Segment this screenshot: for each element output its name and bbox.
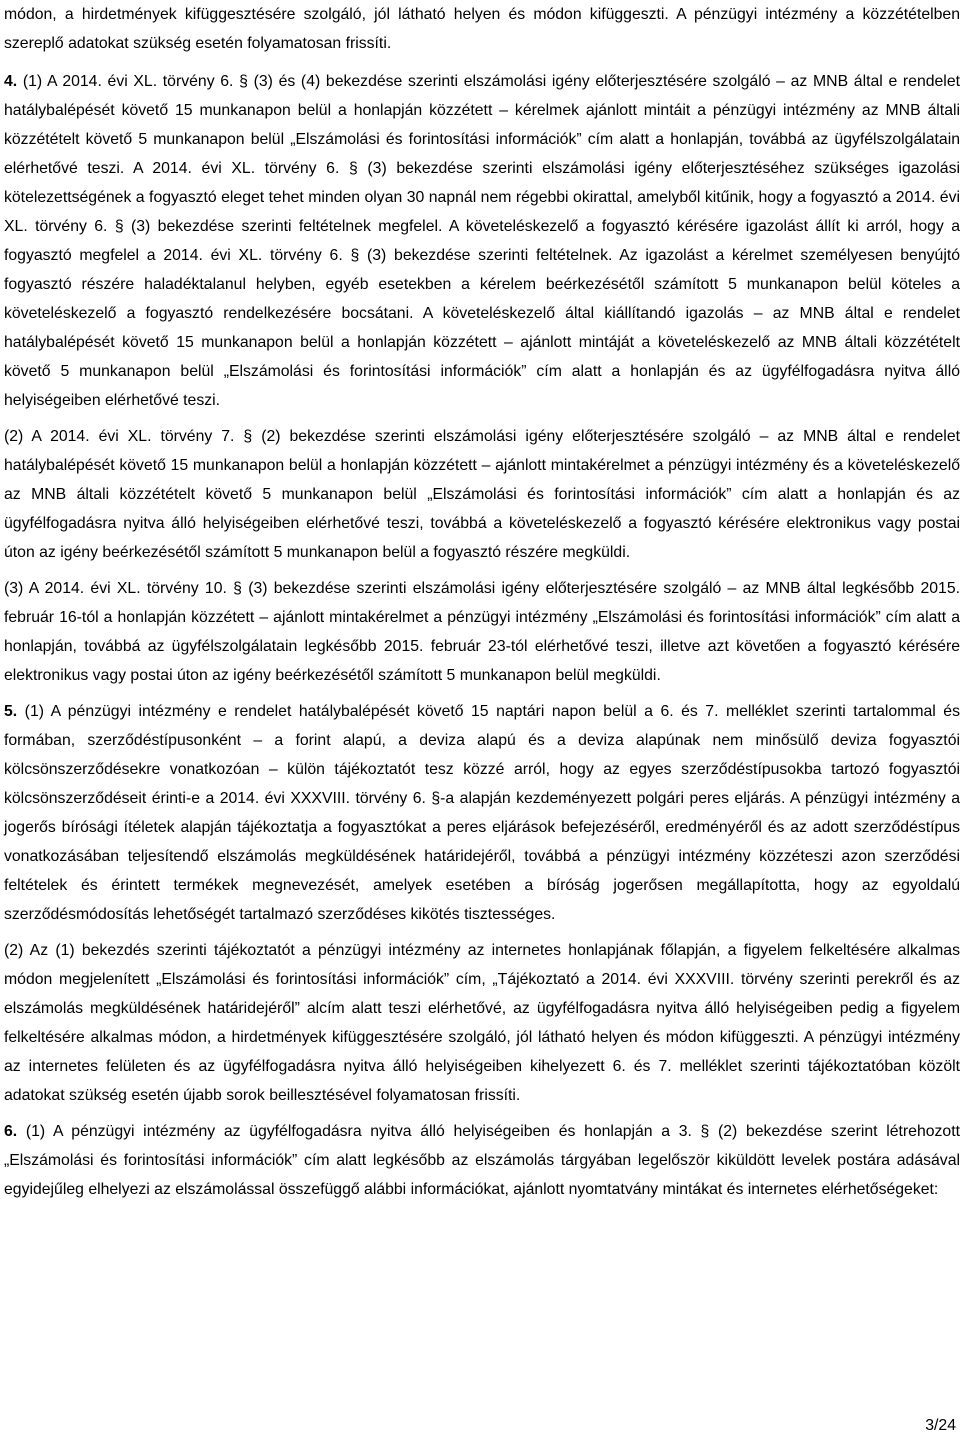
paragraph-text: módon, a hirdetmények kifüggesztésére szolgáló, jól látható helyen és módon kifüggeszti. A pénzügyi intézmény a közzétételben szereplő adatokat szükség esetén folyamatosan frissíti.	[4, 6, 960, 52]
paragraph-text: (2) A 2014. évi XL. törvény 7. § (2) bekezdése szerinti elszámolási igény előterjesztésére szolgáló – az MNB által e rendelet hatálybalépését követő 15 munkanapon belül a honlapján közzétett – ajánlott mintakérelmet a pénzügyi intézmény és a követeléskezelő az MNB általi közzétételt követő 5 munkanapon belül „Elszámolási és forintosítási információk” cím alatt a honlapján és az ügyfélfogadásra nyitva álló helyiségeiben elérhetővé teszi, továbbá a követeléskezelő a fogyasztó kérésére elektronikus vagy postai úton az igény beérkezésétől számított 5 munkanapon belül a fogyasztó részére megküldi.	[4, 428, 960, 561]
paragraph-text: (1) A pénzügyi intézmény e rendelet hatálybalépését követő 15 naptári napon belül a 6. és 7. melléklet szerinti tartalommal és formában, szerződéstípusonként – a forint alapú, a deviza alapú és a deviza alapúnak nem minősülő deviza fogyasztói kölcsönszerződésekre vonatkozóan – külön tájékoztatót tesz közzé arról, hogy az egyes szerződéstípusokba tartozó fogyasztói kölcsönszerződéseit érinti-e a 2014. évi XXXVIII. törvény 6. §-a alapján kezdeményezett polgári peres eljárás. A pénzügyi intézmény a jogerős bírósági ítéletek alapján tájékoztatja a fogyasztókat a peres eljárások befejezéséről, eredményéről és az adott szerződéstípus vonatkozásában teljesítendő elszámolás megküldésének határidejéről, továbbá a pénzügyi intézmény közzéteszi azon szerződési feltételek és érintett termékek megnevezését, amelyek esetében a bíróság jogerősen megállapította, hogy az egyoldalú szerződésmódosítás lehetőségét tartalmazó szerződéses kikötés tisztességes.	[4, 703, 960, 923]
paragraph-section-5	[4, 697, 960, 929]
paragraph-text: (1) A pénzügyi intézmény az ügyfélfogadásra nyitva álló helyiségeiben és honlapján a 3. § (2) bekezdése szerint létrehozott „Elszámolási és forintosítási információk” cím alatt legkésőbb az elszámolás tárgyában legelőször kiküldött levelek postára adásával egyidejűleg elhelyezi az elszámolással összefüggő alábbi információkat, ajánlott nyomtatvány mintákat és internetes elérhetőségeket:	[4, 1123, 960, 1198]
paragraph-section-4-3	[4, 574, 960, 690]
page-number: 3/24	[925, 1417, 956, 1434]
section-number: 5.	[4, 703, 18, 720]
paragraph-continuation	[4, 0, 960, 58]
paragraph-section-5-2	[4, 936, 960, 1110]
paragraph-text: (2) Az (1) bekezdés szerinti tájékoztatót a pénzügyi intézmény az internetes honlapjának főlapján, a figyelem felkeltésére alkalmas módon megjelenített „Elszámolási és forintosítási információk” cím, „Tájékoztató a 2014. évi XXXVIII. törvény szerinti perekről és az elszámolás megküldésének határidejéről” alcím alatt teszi elérhetővé, az ügyfélfogadásra nyitva álló helyiségeiben pedig a figyelem felkeltésére alkalmas módon, a hirdetmények kifüggesztésére szolgáló, jól látható helyen és módon kifüggeszti. A pénzügyi intézmény az internetes felületen és az ügyfélfogadásra nyitva álló helyiségeiben kihelyezett 6. és 7. melléklet szerinti tájékoztatóban közölt adatokat szükség esetén újabb sorok beillesztésével folyamatosan frissíti.	[4, 942, 960, 1104]
section-number: 4.	[4, 73, 18, 90]
section-number: 6.	[4, 1123, 18, 1140]
paragraph-text: (3) A 2014. évi XL. törvény 10. § (3) bekezdése szerinti elszámolási igény előterjesztésére szolgáló – az MNB által legkésőbb 2015. február 16-tól a honlapján közzétett – ajánlott mintakérelmet a pénzügyi intézmény „Elszámolási és forintosítási információk” cím alatt a honlapján, továbbá az ügyfélszolgálatain legkésőbb 2015. február 23-tól elérhetővé teszi, illetve azt követően a fogyasztó kérésére elektronikus vagy postai úton az igény beérkezésétől számított 5 munkanapon belül megküldi.	[4, 580, 960, 684]
paragraph-text: (1) A 2014. évi XL. törvény 6. § (3) és (4) bekezdése szerinti elszámolási igény előterjesztésére szolgáló – az MNB által e rendelet hatálybalépését követő 15 munkanapon belül a honlapján közzétett – kérelmek ajánlott mintáit a pénzügyi intézmény az MNB általi közzétételt követő 5 munkanapon belül „Elszámolási és forintosítási információk” cím alatt a honlapján, továbbá az ügyfélszolgálatain elérhetővé teszi. A 2014. évi XL. törvény 6. § (3) bekezdése szerinti elszámolási igény előterjesztéséhez szükséges igazolási kötelezettségének a fogyasztó eleget tehet minden olyan 30 napnál nem régebbi okirattal, amelyből kitűnik, hogy a fogyasztó a 2014. évi XL. törvény 6. § (3) bekezdése szerinti feltételnek megfelel. A követeléskezelő a fogyasztó kérésére igazolást állít ki arról, hogy a fogyasztó megfelel a 2014. évi XL. törvény 6. § (3) bekezdése szerinti feltételnek. Az igazolást a kérelmet személyesen benyújtó fogyasztó részére haladéktalanul helyben, egyéb esetekben a kérelem beérkezésétől számított 5 munkanapon belül köteles a követeléskezelő a fogyasztó rendelkezésére bocsátani. A követeléskezelő által kiállítandó igazolás – az MNB által e rendelet hatálybalépését követő 15 munkanapon belül a honlapján közzétett – ajánlott mintáját a követeléskezelő az MNB általi közzétételt követő 5 munkanapon belül „Elszámolási és forintosítási információk” cím alatt a honlapján és az ügyfélfogadásra nyitva álló helyiségeiben elérhetővé teszi.	[4, 73, 960, 409]
paragraph-section-6	[4, 1117, 960, 1204]
paragraph-section-4	[4, 67, 960, 415]
paragraph-section-4-2	[4, 422, 960, 567]
document-body	[4, 0, 960, 1204]
